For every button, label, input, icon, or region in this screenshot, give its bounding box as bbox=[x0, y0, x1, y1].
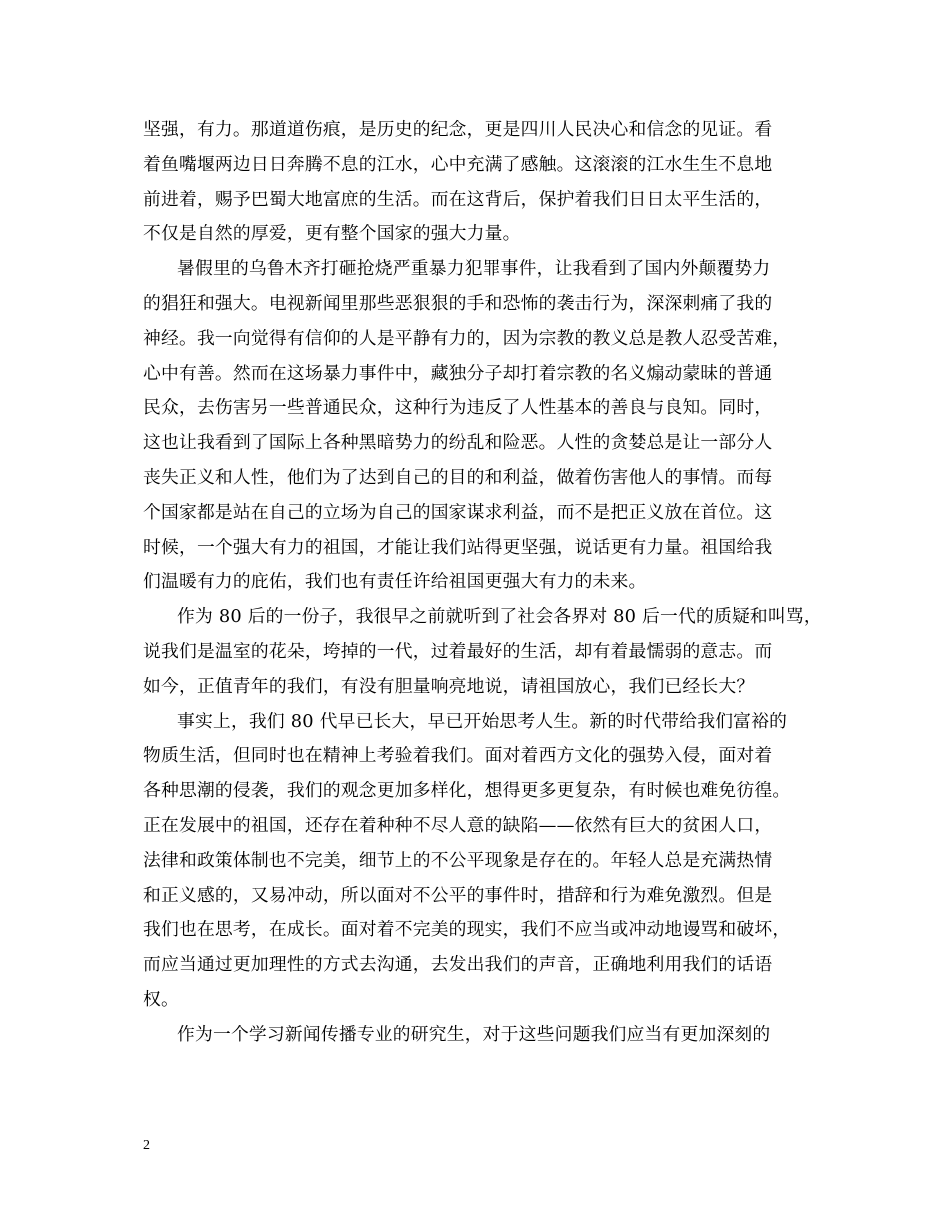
text-line: 神经。我一向觉得有信仰的人是平静有力的，因为宗教的教义总是教人忍受苦难， bbox=[143, 327, 791, 349]
text-line: 作为 80 后的一份子，我很早之前就听到了社会各界对 80 后一代的质疑和叫骂， bbox=[177, 606, 822, 628]
text-line: 各种思潮的侵袭，我们的观念更加多样化，想得更多更复杂，有时候也难免彷徨。 bbox=[143, 780, 791, 802]
text-line: 民众，去伤害另一些普通民众，这种行为违反了人性基本的善良与良知。同时， bbox=[143, 397, 773, 419]
text-line: 事实上，我们 80 代早已长大，早已开始思考人生。新的时代带给我们富裕的 bbox=[177, 710, 788, 732]
text-line: 正在发展中的祖国，还存在着种种不尽人意的缺陷——依然有巨大的贫困人口， bbox=[143, 814, 773, 836]
text-line: 们温暖有力的庇佑，我们也有责任许给祖国更强大有力的未来。 bbox=[143, 571, 647, 593]
text-line: 权。 bbox=[143, 988, 179, 1010]
text-line: 丧失正义和人性，他们为了达到自己的目的和利益，做着伤害他人的事情。而每 bbox=[143, 466, 773, 488]
text-line: 作为一个学习新闻传播专业的研究生，对于这些问题我们应当有更加深刻的 bbox=[177, 1023, 771, 1045]
text-line: 着鱼嘴堰两边日日奔腾不息的江水，心中充满了感触。这滚滚的江水生生不息地 bbox=[143, 153, 773, 175]
text-line: 说我们是温室的花朵，垮掉的一代，过着最好的生活，却有着最懦弱的意志。而 bbox=[143, 640, 773, 662]
text-line: 个国家都是站在自己的立场为自己的国家谋求利益，而不是把正义放在首位。这 bbox=[143, 501, 773, 523]
text-line: 物质生活，但同时也在精神上考验着我们。面对着西方文化的强势入侵，面对着 bbox=[143, 745, 773, 767]
body-text bbox=[143, 113, 823, 1053]
text-line: 而应当通过更加理性的方式去沟通，去发出我们的声音，正确地利用我们的话语 bbox=[143, 954, 773, 976]
text-line: 前进着，赐予巴蜀大地富庶的生活。而在这背后，保护着我们日日太平生活的， bbox=[143, 188, 773, 210]
text-line: 法律和政策体制也不完美，细节上的不公平现象是存在的。年轻人总是充满热情 bbox=[143, 849, 773, 871]
text-line: 暑假里的乌鲁木齐打砸抢烧严重暴力犯罪事件，让我看到了国内外颠覆势力 bbox=[177, 258, 771, 280]
text-line: 我们也在思考，在成长。面对着不完美的现实，我们不应当或冲动地谩骂和破坏， bbox=[143, 919, 791, 941]
text-line: 不仅是自然的厚爱，更有整个国家的强大力量。 bbox=[143, 223, 521, 245]
text-line: 心中有善。然而在这场暴力事件中，藏独分子却打着宗教的名义煽动蒙昧的普通 bbox=[143, 362, 773, 384]
text-line: 和正义感的，又易冲动，所以面对不公平的事件时，措辞和行为难免激烈。但是 bbox=[143, 884, 773, 906]
page-number: 2 bbox=[143, 1138, 150, 1153]
text-line: 如今，正值青年的我们，有没有胆量响亮地说，请祖国放心，我们已经长大？ bbox=[143, 675, 755, 697]
text-line: 这也让我看到了国际上各种黑暗势力的纷乱和险恶。人性的贪婪总是让一部分人 bbox=[143, 432, 773, 454]
text-line: 时候，一个强大有力的祖国，才能让我们站得更坚强，说话更有力量。祖国给我 bbox=[143, 536, 773, 558]
text-line: 的猖狂和强大。电视新闻里那些恶狠狠的手和恐怖的袭击行为，深深刺痛了我的 bbox=[143, 292, 773, 314]
text-line: 坚强，有力。那道道伤痕，是历史的纪念，更是四川人民决心和信念的见证。看 bbox=[143, 119, 773, 140]
